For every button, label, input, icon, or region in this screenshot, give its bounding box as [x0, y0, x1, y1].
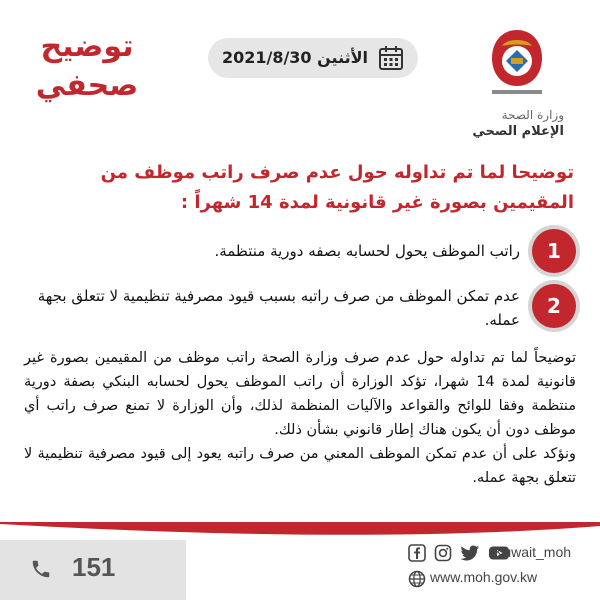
ministry-name: وزارة الصحة	[501, 108, 564, 122]
social-handle[interactable]: Kuwait_moh	[494, 544, 572, 560]
point-item	[28, 229, 576, 279]
phone-icon	[30, 558, 52, 580]
ministry-logo-icon	[486, 28, 548, 108]
globe-icon	[408, 570, 426, 588]
body-paragraph: ونؤكد على أن عدم تمكن الموظف المعني من صرف راتبه يعود إلى قيود مصرفية تنظيمية لا تتعلق بجهة عمله.	[24, 446, 576, 486]
point-number: 1	[532, 229, 576, 273]
date-pill	[208, 38, 418, 78]
footer-wave-bar	[0, 522, 600, 540]
instagram-icon[interactable]	[434, 544, 452, 566]
date-text: الأثنين 2021/8/30	[221, 48, 368, 67]
calendar-icon	[378, 45, 404, 71]
hotline-box[interactable]	[0, 540, 186, 600]
brand-line-2: صحفي	[35, 68, 139, 103]
press-release-title	[22, 28, 152, 106]
department-name: الإعلام الصحي	[472, 124, 564, 139]
point-number: 2	[532, 284, 576, 328]
point-item	[28, 284, 576, 334]
body-text	[24, 346, 576, 490]
hotline-number: 151	[72, 552, 116, 582]
headline: توضيحا لما تم تداوله حول عدم صرف راتب موظف من المقيمين بصورة غير قانونية لمدة 14 شهراً :	[100, 162, 574, 213]
twitter-icon[interactable]	[460, 544, 480, 566]
body-paragraph: توضيحاً لما تم تداوله حول عدم صرف وزارة الصحة راتب موظف من المقيمين بصورة غير قانونية لمدة 14 شهرا، تؤكد الوزارة أن راتب الموظف يحول لحسابه البنكي بصفة دورية منتظمة وفقا للوائح والقواعد والآليات المنظمة لذلك، وأن الوزارة لا تمنع صرف راتب أي موظف دون أن يكون هناك إطار قانوني بشأن ذلك.	[24, 350, 576, 438]
footer	[0, 522, 600, 600]
header	[0, 0, 600, 150]
point-text: راتب الموظف يحول لحسابه بصفه دورية منتظمة.	[214, 242, 520, 260]
facebook-icon[interactable]	[408, 544, 426, 566]
website-link[interactable]: www.moh.gov.kw	[430, 569, 538, 585]
brand-line-1: توضيح	[40, 29, 134, 64]
point-text: عدم تمكن الموظف من صرف راتبه بسبب قيود مصرفية تنظيمية لا تتعلق بجهة عمله.	[37, 287, 520, 329]
